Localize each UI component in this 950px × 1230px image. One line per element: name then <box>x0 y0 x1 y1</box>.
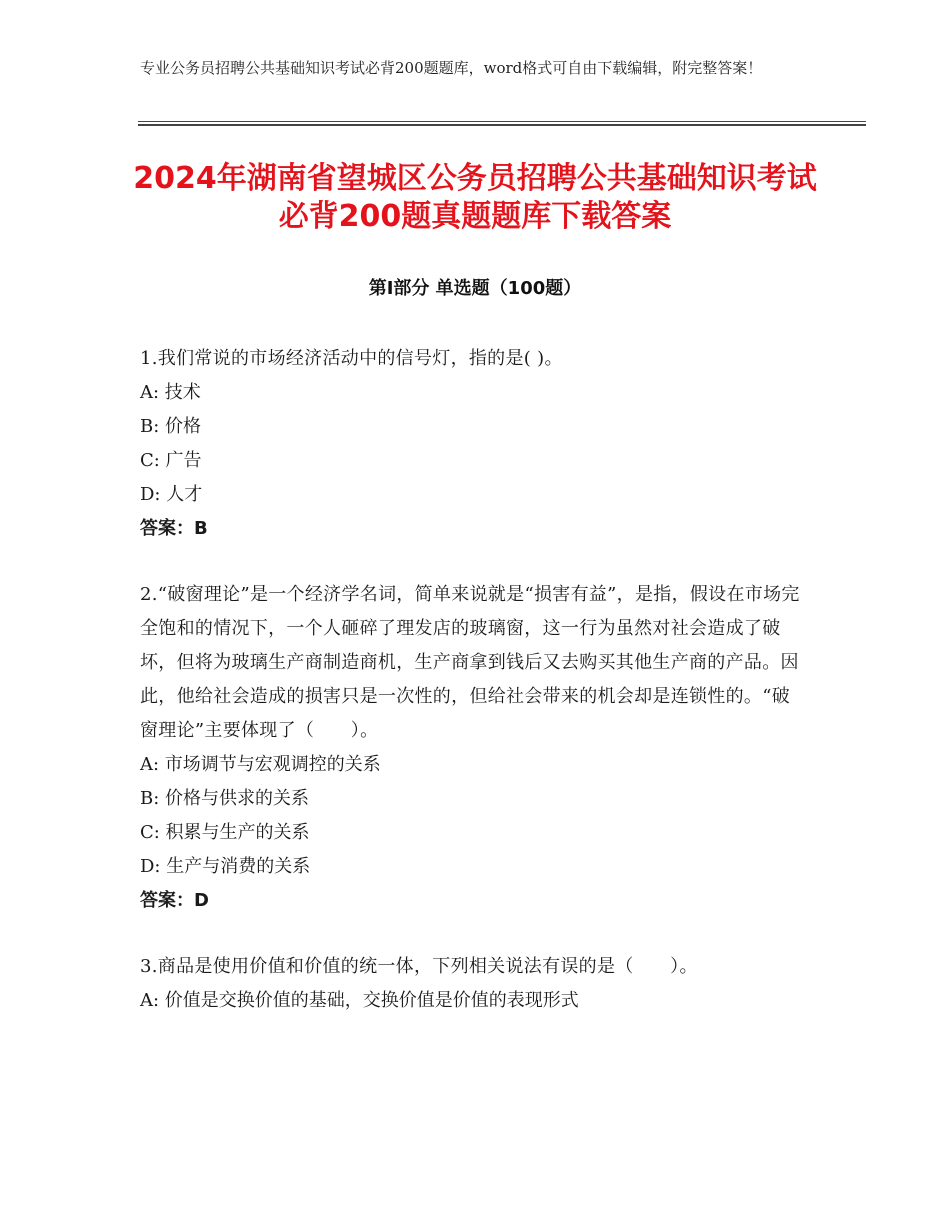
option-c: C: 广告 <box>140 450 202 471</box>
answer-line: 答案：D <box>140 890 209 911</box>
section-heading: 第Ⅰ部分 单选题（100题） <box>368 278 582 299</box>
question-stem: 3.商品是使用价值和价值的统一体，下列相关说法有误的是（ ）。 <box>140 956 698 977</box>
question-stem: 1.我们常说的市场经济活动中的信号灯，指的是( )。 <box>140 348 563 369</box>
option-b: B: 价格 <box>140 416 202 437</box>
option-c: C: 积累与生产的关系 <box>140 822 310 843</box>
option-a: A: 价值是交换价值的基础，交换价值是价值的表现形式 <box>140 990 579 1011</box>
question-stem: 2.“破窗理论”是一个经济学名词，简单来说就是“损害有益”，是指，假设在市场完全饱和的情况下，一个人砸碎了理发店的玻璃窗，这一行为虽然对社会造成了破坏，但将为玻璃生产商制造商机，生产商拿到钱后又去购买其他生产商的产品。因此，他给社会造成的损害只是一次性的，但给社会带来的机会却是连锁性的。“破窗理论”主要体现了（ ）。 <box>140 584 800 741</box>
document-title: 2024年湖南省望城区公务员招聘公共基础知识考试必背200题真题题库下载答案 <box>133 161 817 234</box>
question-2 <box>140 578 800 918</box>
question-3 <box>140 950 800 1018</box>
header-divider-thin <box>138 121 866 122</box>
option-a: A: 市场调节与宏观调控的关系 <box>140 754 381 775</box>
option-d: D: 人才 <box>140 484 203 505</box>
option-b: B: 价格与供求的关系 <box>140 788 310 809</box>
option-d: D: 生产与消费的关系 <box>140 856 311 877</box>
question-1 <box>140 342 800 546</box>
option-a: A: 技术 <box>140 382 201 403</box>
page-header-note: 专业公务员招聘公共基础知识考试必背200题题库，word格式可自由下载编辑，附完整答案！ <box>140 59 763 77</box>
question-list <box>140 342 800 1050</box>
answer-line: 答案：B <box>140 518 208 539</box>
header-divider-thick <box>138 124 866 126</box>
